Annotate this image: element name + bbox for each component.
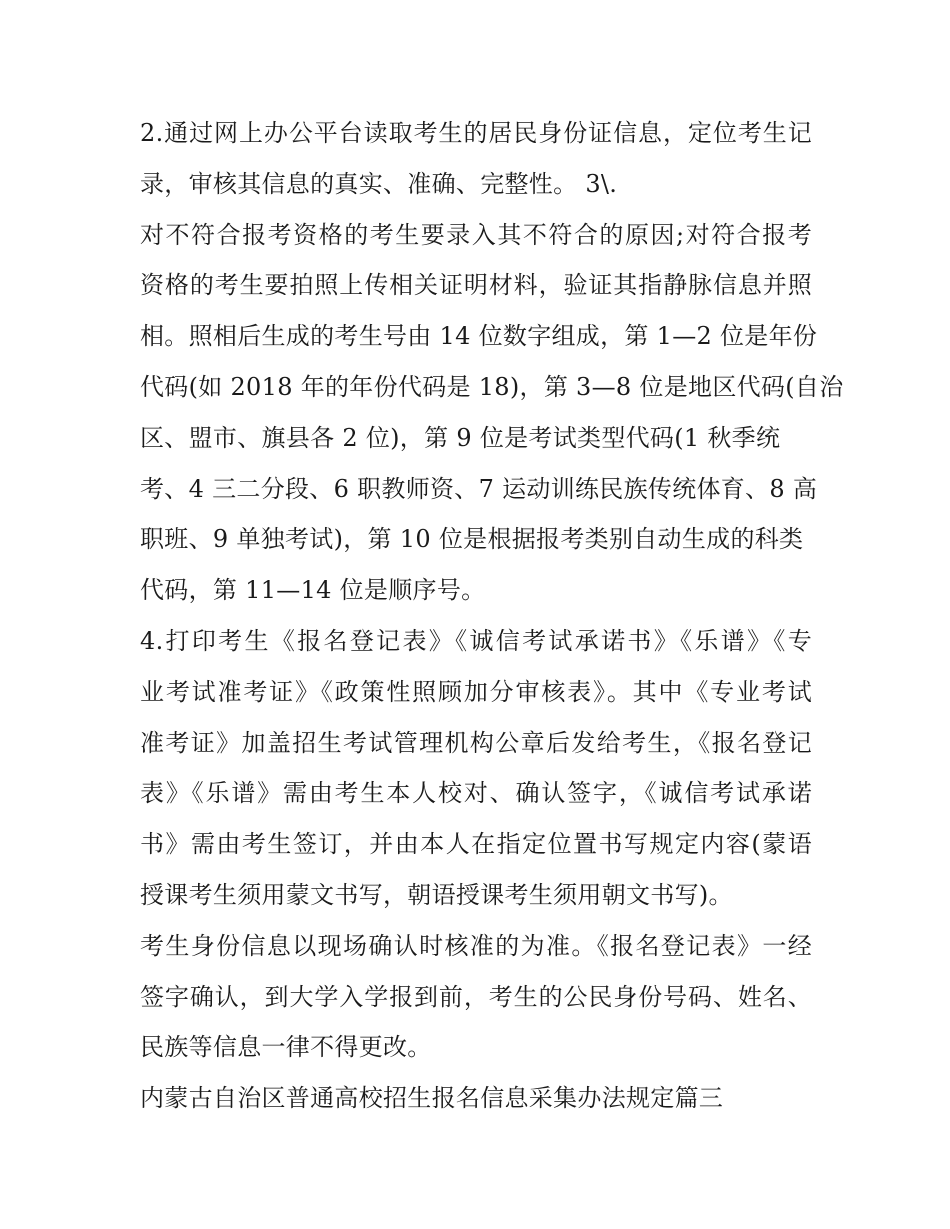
text-line-8: 考、4 三二分段、6 职教师资、7 运动训练民族传统体育、8 高 [140, 474, 818, 503]
text-line-17: 考生身份信息以现场确认时核准的为准。《报名登记表》一经 [140, 931, 812, 960]
text-line-5: 相。照相后生成的考生号由 14 位数字组成，第 1—2 位是年份 [140, 322, 818, 351]
text-line-14: 表》《乐谱》需由考生本人校对、确认签字，《诚信考试承诺 [140, 779, 812, 808]
text-line-1: 2.通过网上办公平台读取考生的居民身份证信息，定位考生记 [140, 119, 812, 147]
text-line-2: 录，审核其信息的真实、准确、完整性。 3\. [140, 169, 618, 198]
text-line-18: 签字确认，到大学入学报到前，考生的公民身份号码、姓名、 [140, 982, 812, 1011]
text-line-6: 代码(如 2018 年的年份代码是 18)，第 3—8 位是地区代码(自治 [140, 372, 844, 401]
section-heading: 内蒙古自治区普通高校招生报名信息采集办法规定篇三 [140, 1084, 724, 1113]
text-line-4: 资格的考生要拍照上传相关证明材料，验证其指静脉信息并照 [140, 271, 812, 300]
text-line-13: 准考证》加盖招生考试管理机构公章后发给考生，《报名登记 [140, 728, 812, 757]
text-line-7: 区、盟市、旗县各 2 位)，第 9 位是考试类型代码(1 秋季统 [140, 423, 781, 452]
text-line-12: 业考试准考证》《政策性照顾加分审核表》。其中《专业考试 [140, 677, 812, 706]
text-line-9: 职班、9 单独考试)，第 10 位是根据报考类别自动生成的科类 [140, 525, 804, 554]
text-line-15: 书》需由考生签订，并由本人在指定位置书写规定内容(蒙语 [140, 830, 812, 859]
text-line-16: 授课考生须用蒙文书写，朝语授课考生须用朝文书写)。 [140, 880, 733, 909]
text-line-10: 代码，第 11—14 位是顺序号。 [140, 576, 486, 605]
text-line-11: 4.打印考生《报名登记表》《诚信考试承诺书》《乐谱》《专 [140, 626, 812, 655]
text-line-3: 对不符合报考资格的考生要录入其不符合的原因;对符合报考 [140, 220, 812, 249]
document-page [140, 108, 844, 1124]
text-line-19: 民族等信息一律不得更改。 [140, 1033, 432, 1062]
